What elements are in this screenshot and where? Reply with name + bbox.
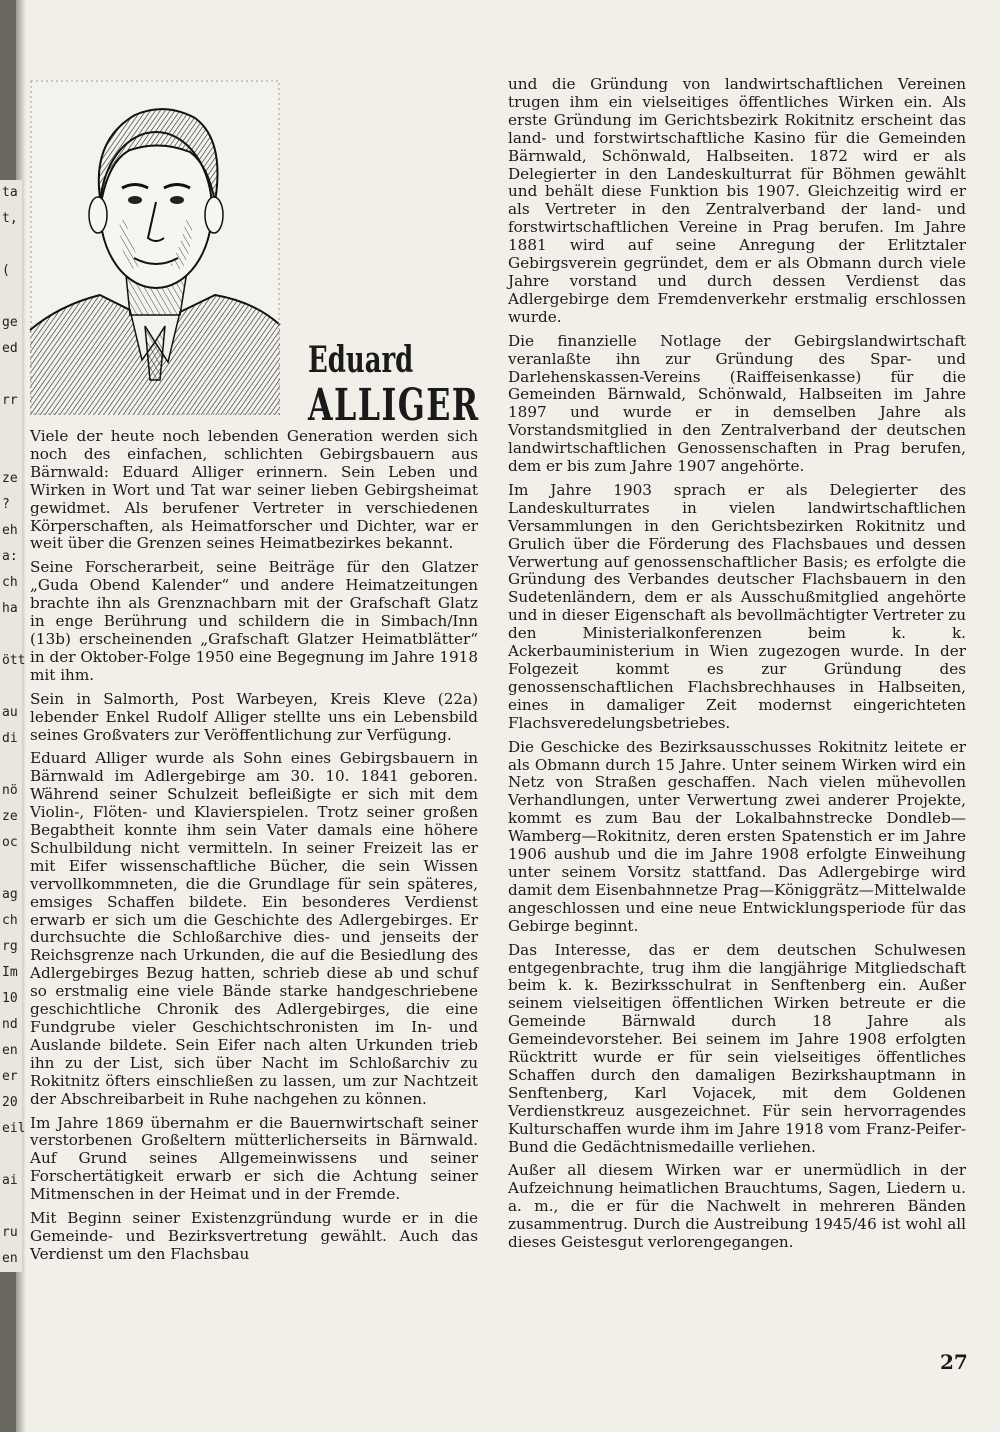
article-title: [308, 339, 480, 432]
paragraph: Im Jahre 1869 übernahm er die Bauernwirtschaft seiner verstorbenen Großeltern mütterlicherseits in Bärnwald. Auf Grund seines Allgemeinwissens und seiner Forschertätigkeit erwarb er sich die Achtung seiner Mitmenschen in der Heimat und in der Fremde.: [30, 1113, 478, 1204]
paragraph: Die finanzielle Notlage der Gebirgslandwirtschaft veranlaßte ihn zur Gründung des Spar- und Darlehenskassen-Vereins (Raiffeisenkasse) für die Gemeinden Bärnwald, Schönwald, Halbseiten im Jahre 1897 und wurde er in demselben Jahre als Vorstandsmitglied in den Zentralverband der deutschen landwirtschaftlichen Genossenschaften in Prag berufen, dem er bis zum Jahre 1907 angehörte.: [508, 331, 966, 476]
edge-fragment: er: [0, 1064, 22, 1090]
right-text-column: [508, 76, 966, 1258]
edge-fragment: oc: [0, 830, 22, 856]
edge-fragment: [0, 856, 22, 882]
edge-fragment: t,: [0, 206, 22, 232]
edge-fragment: a:: [0, 544, 22, 570]
edge-fragment: ch: [0, 908, 22, 934]
edge-fragment: 20: [0, 1090, 22, 1116]
edge-fragment: (: [0, 258, 22, 284]
edge-fragment: [0, 232, 22, 258]
edge-fragment: 10: [0, 986, 22, 1012]
edge-fragment: ött: [0, 648, 22, 674]
edge-fragment: [0, 440, 22, 466]
title-last-name: ALLIGER: [308, 380, 480, 431]
edge-fragment: ai: [0, 1168, 22, 1194]
edge-fragment: [0, 1194, 22, 1220]
edge-fragment: en: [0, 1246, 22, 1272]
page-number: 27: [940, 1350, 968, 1374]
paragraph: und die Gründung von landwirtschaftlichen Vereinen trugen ihm ein vielseitiges öffentliches Wirken ein. Als erste Gründung im Gerichtsbezirk Rokitnitz erscheint das land- und forstwirtschaftliche Kasino für die Gemeinden Bärnwald, Schönwald, Halbseiten. 1872 wird er als Delegierter in den Landeskulturrat für Böhmen gewählt und behält diese Funktion bis 1907. Gleichzeitig wird er als Vertreter in den Zentralverband der land- und forstwirtschaftlichen Vereine in Prag berufen. Im Jahre 1881 wird auf seine Anregung der Erlitztaler Gebirgsverein gegründet, dem er als Obmann durch viele Jahre vorstand und durch dessen Verdienst das Adlergebirge dem Fremdenverkehr erstmalig erschlossen wurde.: [508, 75, 966, 326]
paragraph: Eduard Alliger wurde als Sohn eines Gebirgsbauern in Bärnwald im Adlergebirge am 30. 10. 1841 geboren. Während seiner Schulzeit befleißigte er sich mit dem Violin-, Flöten- und Klavierspielen. Trotz seiner großen Begabtheit konnte ihm sein Vater damals eine höhere Schulbildung nicht vermitteln. In seiner Freizeit las er mit Eifer wissenschaftliche Bücher, die sein Wissen vervollkommneten, die die Grundlage für sein späteres, emsiges Schaffen bildete. Ein besonderes Verdienst erwarb er sich um die Geschichte des Adlergebirges. Er durchsuchte die Schloßarchive dies- und jenseits der Reichsgrenze nach Urkunden, die auf die Besiedlung des Adlergebirges Bezug hatten, schrieb diese ab und schuf so erstmalig eine viele Bände starke handgeschriebene geschichtliche Chronik des Adlergebirges, die eine Fundgrube vieler Geschichtschronisten im In- und Auslande bildete. Sein Eifer nach alten Urkunden trieb ihn zu der List, sich über Nacht im Schloßarchiv zu Rokitnitz öfters einschließen zu lassen, um zur Nachtzeit der Abschreibarbeit in Ruhe nachgehen zu können.: [30, 749, 478, 1108]
edge-fragment: [0, 362, 22, 388]
edge-fragment: Im: [0, 960, 22, 986]
edge-fragment: au: [0, 700, 22, 726]
edge-fragment: [0, 1142, 22, 1168]
edge-fragment: [0, 284, 22, 310]
edge-fragment: en: [0, 1038, 22, 1064]
edge-fragment: [0, 674, 22, 700]
edge-fragment: ta: [0, 180, 22, 206]
edge-fragment: nö: [0, 778, 22, 804]
edge-fragment: ha: [0, 596, 22, 622]
portrait-illustration: [30, 80, 280, 415]
paragraph: Mit Beginn seiner Existenzgründung wurde er in die Gemeinde- und Bezirksvertretung gewählt. Auch das Verdienst um den Flachsbau: [30, 1209, 478, 1263]
paragraph: Die Geschicke des Bezirksausschusses Rokitnitz leitete er als Obmann durch 15 Jahre. Unter seinem Wirken wird ein Netz von Straßen geschaffen. Nach vielen mühevollen Verhandlungen, unter Verwertung zwei anderer Projekte, kommt es zum Bau der Lokalbahnstrecke Dondleb—Wamberg—Rokitnitz, deren ersten Spatenstich er im Jahre 1906 aushub und die im Jahre 1908 erfolgte Einweihung unter seinem Vorsitz stattfand. Das Adlergebirge wird damit dem Eisenbahnnetze Prag—Königgrätz—Mittelwalde angeschlossen und eine neue Entwicklungsperiode für das Gebirge beginnt.: [508, 737, 966, 935]
edge-fragment: nd: [0, 1012, 22, 1038]
edge-fragment: ch: [0, 570, 22, 596]
paragraph: Sein in Salmorth, Post Warbeyen, Kreis Kleve (22a) lebender Enkel Rudolf Alliger stellte uns ein Lebensbild seines Großvaters zur Veröffentlichung zur Verfügung.: [30, 689, 478, 744]
edge-fragment: [0, 622, 22, 648]
paragraph: Seine Forscherarbeit, seine Beiträge für den Glatzer „Guda Obend Kalender“ und andere Heimatzeitungen brachte ihn als Grenznachbarn mit der Grafschaft Glatz in enge Berührung und schildern die in Simbach/Inn (13b) erscheinenden „Grafschaft Glatzer Heimatblätter“ in der Oktober-Folge 1950 eine Begegnung im Jahre 1918 mit ihm.: [30, 558, 478, 684]
edge-fragment: rg: [0, 934, 22, 960]
edge-fragment: ?: [0, 492, 22, 518]
edge-fragment: ge: [0, 310, 22, 336]
edge-fragment: [0, 414, 22, 440]
adjacent-page-fragments: [0, 180, 26, 1272]
paragraph: Außer all diesem Wirken war er unermüdlich in der Aufzeichnung heimatlichen Brauchtums, Sagen, Liedern u. a. m., die er für die Nachwelt in mehreren Bänden zusammentrug. Durch die Austreibung 1945/46 ist wohl all dieses Geistesgut verlorengegangen.: [508, 1161, 966, 1252]
edge-fragment: rr: [0, 388, 22, 414]
edge-fragment: eil: [0, 1116, 22, 1142]
edge-fragment: ze: [0, 804, 22, 830]
paragraph: Das Interesse, das er dem deutschen Schulwesen entgegenbrachte, trug ihm die langjährige Mitgliedschaft beim k. k. Bezirksschulrat in Senftenberg ein. Außer seinem vielseitigen öffentlichen Wirken betreute er die Gemeinde Bärnwald durch 18 Jahre als Gemeindevorsteher. Bei seinem im Jahre 1908 erfolgten Rücktritt wurde er für sein vielseitiges öffentliches Schaffen durch den damaligen Bezirkshauptmann in Senftenberg, Karl Vojacek, mit dem Goldenen Verdienstkreuz ausgezeichnet. Für sein hervorragendes Kulturschaffen wurde ihm im Jahre 1918 vom Franz-Peifer-Bund die Gedächtnismedaille verliehen.: [508, 940, 966, 1156]
edge-fragment: [0, 752, 22, 778]
edge-fragment: eh: [0, 518, 22, 544]
paragraph: Viele der heute noch lebenden Generation werden sich noch des einfachen, schlichten Gebirgsbauern aus Bärnwald: Eduard Alliger erinnern. Sein Leben und Wirken in Wort und Tat war seiner lieben Gebirgsheimat gewidmet. Als berufener Vertreter in verschiedenen Körperschaften, als Heimatforscher und Dichter, war er weit über die Grenzen seines Heimatbezirkes bekannt.: [30, 427, 478, 553]
edge-fragment: ru: [0, 1220, 22, 1246]
edge-fragment: ze: [0, 466, 22, 492]
edge-fragment: di: [0, 726, 22, 752]
edge-fragment: ed: [0, 336, 22, 362]
left-text-column: [30, 428, 478, 1270]
paragraph: Im Jahre 1903 sprach er als Delegierter des Landeskulturrates in vielen landwirtschaftlichen Versammlungen in den Gerichtsbezirken Rokitnitz und Grulich über die Förderung des Flachsbaues und dessen Verwertung auf genossenschaftlicher Basis; es erfolgte die Gründung des Verbandes deutscher Flachsbauern in den Sudetenländern, dem er als Ausschußmitglied angehörte und in dieser Eigenschaft als bevollmächtigter Vertreter zu den Ministerialkonferenzen beim k. k. Ackerbauministerium in Wien zugezogen wurde. In der Folgezeit kommt es zur Gründung des genossenschaftlichen Flachsbrechhauses in Halbseiten, eines in damaliger Zeit modernst eingerichteten Flachsveredelungsbetriebes.: [508, 480, 966, 732]
title-first-name: Eduard: [308, 339, 414, 381]
edge-fragment: ag: [0, 882, 22, 908]
